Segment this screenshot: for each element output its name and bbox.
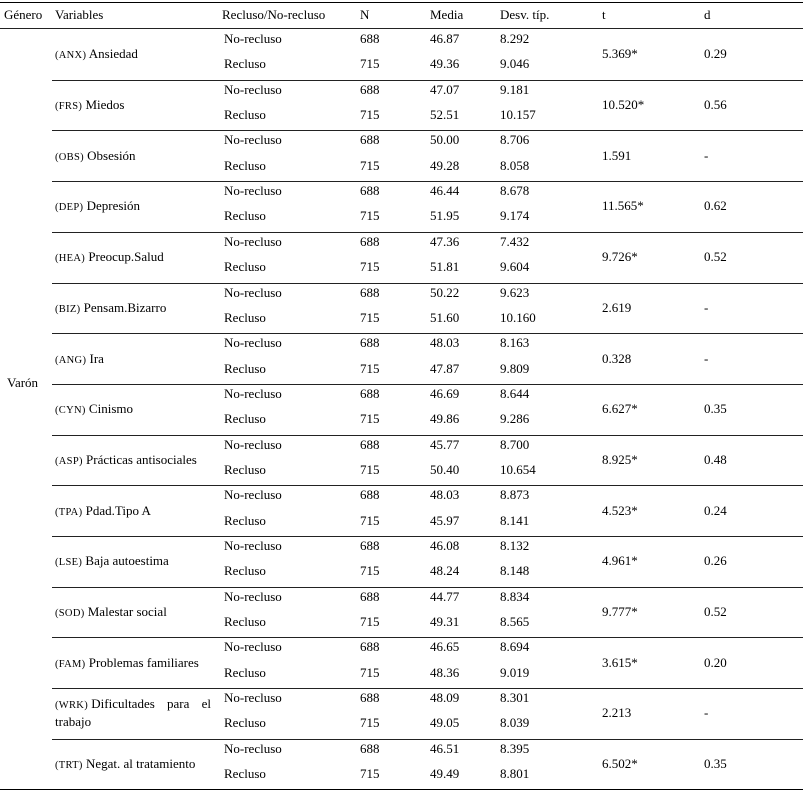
media-value: 49.49: [430, 766, 460, 782]
header-variables: Variables: [55, 7, 104, 22]
n-value: 688: [360, 31, 380, 46]
header-genero: Género: [4, 7, 43, 22]
media-value: 47.07: [430, 81, 460, 97]
group-label: No-recluso: [224, 183, 282, 199]
group-label: No-recluso: [224, 284, 282, 300]
media-value: 50.00: [430, 132, 460, 148]
variable-label: [55, 604, 167, 622]
variable-abbr: (TPA): [55, 506, 83, 518]
n-value: 715: [360, 614, 380, 629]
row-separator: [52, 739, 803, 740]
variable-label: [55, 46, 138, 64]
row-separator: [52, 536, 803, 537]
variable-label: [55, 300, 166, 318]
group-label: Recluso: [224, 360, 266, 376]
variable-abbr: (FAM): [55, 658, 86, 670]
desv-value: 7.432: [500, 233, 530, 249]
row-separator: [52, 130, 803, 131]
variable-label: [55, 249, 164, 267]
t-value: 0.328: [602, 350, 632, 366]
variable-label: [55, 756, 195, 774]
desv-value: 9.623: [500, 284, 530, 300]
desv-value: 8.148: [500, 563, 530, 579]
variable-name: Negat. al tratamiento: [85, 756, 196, 772]
group-label: Recluso: [224, 461, 266, 477]
desv-value: 8.565: [500, 614, 530, 629]
media-value: 51.60: [430, 309, 460, 325]
variable-abbr: (DEP): [55, 202, 84, 214]
media-value: 50.40: [430, 461, 460, 477]
media-value: 46.69: [430, 385, 460, 401]
n-value: 715: [360, 309, 380, 325]
group-label: No-recluso: [224, 31, 282, 46]
d-value: 0.62: [704, 198, 727, 214]
variable-name: Obsesión: [87, 147, 136, 163]
t-value: 4.961*: [602, 553, 638, 569]
desv-value: 8.834: [500, 588, 530, 604]
d-value: 0.35: [704, 756, 727, 772]
row-separator: [52, 435, 803, 436]
variable-label: [55, 452, 197, 470]
header-t: t: [602, 7, 606, 22]
variable-abbr: (BIZ): [55, 303, 81, 315]
n-value: 715: [360, 512, 380, 528]
n-value: 688: [360, 740, 380, 756]
desv-value: 8.141: [500, 512, 530, 528]
desv-value: 9.181: [500, 81, 530, 97]
t-value: 8.925*: [602, 451, 638, 467]
n-value: 688: [360, 538, 380, 553]
variable-label: [55, 503, 151, 521]
variable-name: Dificultades para el: [91, 696, 212, 712]
media-value: 48.03: [430, 487, 460, 503]
variable-label: [55, 198, 140, 216]
group-label: No-recluso: [224, 639, 282, 655]
variable-abbr: (LSE): [55, 557, 83, 569]
d-value: -: [704, 299, 709, 315]
desv-value: 9.809: [500, 360, 530, 376]
header-rule: [0, 28, 803, 29]
desv-value: 10.160: [500, 309, 536, 325]
desv-value: 9.019: [500, 664, 530, 680]
t-value: 9.777*: [602, 604, 638, 620]
n-value: 688: [360, 436, 380, 452]
group-label: Recluso: [224, 664, 266, 680]
variable-abbr: (HEA): [55, 253, 86, 265]
desv-value: 8.292: [500, 31, 530, 46]
row-separator: [52, 232, 803, 233]
variable-abbr: (FRS): [55, 101, 83, 113]
media-value: 49.86: [430, 411, 460, 427]
variable-abbr: (CYN): [55, 405, 86, 417]
media-value: 48.24: [430, 563, 460, 579]
media-value: 52.51: [430, 107, 460, 122]
group-label: No-recluso: [224, 233, 282, 249]
variable-name: Pensam.Bizarro: [83, 299, 167, 315]
d-value: 0.48: [704, 451, 727, 467]
d-value: 0.35: [704, 401, 727, 417]
variable-abbr: (WRK): [55, 700, 88, 712]
media-value: 48.36: [430, 664, 460, 680]
variable-abbr: (ANX): [55, 50, 87, 62]
t-value: 3.615*: [602, 654, 638, 670]
n-value: 715: [360, 715, 380, 731]
variable-name-line2: trabajo: [55, 714, 92, 730]
d-value: 0.24: [704, 502, 727, 518]
gender-label: Varón: [7, 375, 39, 390]
header-d: d: [704, 7, 711, 22]
desv-value: 10.157: [500, 107, 536, 122]
group-label: Recluso: [224, 208, 266, 224]
t-value: 1.591: [602, 147, 632, 163]
n-value: 688: [360, 335, 380, 351]
n-value: 715: [360, 563, 380, 579]
top-rule: [0, 2, 803, 3]
desv-value: 9.604: [500, 259, 530, 275]
row-separator: [52, 333, 803, 334]
desv-value: 8.058: [500, 157, 530, 173]
desv-value: 8.132: [500, 538, 530, 553]
row-separator: [52, 80, 803, 81]
group-label: Recluso: [224, 411, 266, 427]
variable-label: [55, 401, 133, 419]
desv-value: 8.694: [500, 639, 530, 655]
group-label: No-recluso: [224, 740, 282, 756]
media-value: 50.22: [430, 284, 460, 300]
row-separator: [52, 283, 803, 284]
media-value: 46.51: [430, 740, 460, 756]
group-label: No-recluso: [224, 538, 282, 553]
variable-name: Pdad.Tipo A: [85, 502, 151, 518]
t-value: 6.502*: [602, 756, 638, 772]
media-value: 51.81: [430, 259, 460, 275]
t-value: 9.726*: [602, 249, 638, 265]
desv-value: 8.873: [500, 487, 530, 503]
variable-name: Depresión: [86, 198, 141, 214]
d-value: -: [704, 350, 709, 366]
d-value: 0.52: [704, 249, 727, 265]
variable-label: [55, 97, 124, 115]
row-separator: [52, 637, 803, 638]
variable-abbr: (TRT): [55, 760, 83, 772]
variable-abbr: (ANG): [55, 354, 87, 366]
variable-label: [55, 553, 169, 571]
variable-label: [55, 351, 104, 369]
group-label: Recluso: [224, 766, 266, 782]
desv-value: 8.395: [500, 740, 530, 756]
n-value: 688: [360, 284, 380, 300]
t-value: 2.213: [602, 705, 632, 721]
d-value: -: [704, 705, 709, 721]
n-value: 688: [360, 132, 380, 148]
t-value: 11.565*: [602, 198, 644, 214]
t-value: 4.523*: [602, 502, 638, 518]
group-label: Recluso: [224, 259, 266, 275]
group-label: No-recluso: [224, 487, 282, 503]
n-value: 688: [360, 183, 380, 199]
group-label: Recluso: [224, 614, 266, 629]
d-value: 0.29: [704, 46, 727, 62]
n-value: 715: [360, 208, 380, 224]
desv-value: 8.163: [500, 335, 530, 351]
media-value: 48.09: [430, 690, 460, 706]
media-value: 46.44: [430, 183, 460, 199]
group-label: Recluso: [224, 715, 266, 731]
row-separator: [52, 688, 803, 689]
group-label: Recluso: [224, 157, 266, 173]
d-value: 0.52: [704, 604, 727, 620]
media-value: 46.08: [430, 538, 460, 553]
group-label: No-recluso: [224, 436, 282, 452]
desv-value: 10.654: [500, 461, 536, 477]
d-value: 0.26: [704, 553, 727, 569]
desv-value: 8.039: [500, 715, 530, 731]
d-value: 0.20: [704, 654, 727, 670]
header-grupo: Recluso/No-recluso: [222, 7, 326, 22]
desv-value: 8.706: [500, 132, 530, 148]
group-label: Recluso: [224, 563, 266, 579]
variable-abbr: (ASP): [55, 455, 83, 467]
group-label: No-recluso: [224, 132, 282, 148]
variable-name: Problemas familiares: [88, 654, 199, 670]
desv-value: 8.301: [500, 690, 530, 706]
header-n: N: [360, 7, 370, 22]
media-value: 46.65: [430, 639, 460, 655]
variable-name: Miedos: [85, 97, 125, 113]
bottom-rule: [0, 789, 803, 790]
variable-name: Cinismo: [88, 401, 133, 417]
row-separator: [52, 181, 803, 182]
variable-label: [55, 148, 136, 166]
t-value: 6.627*: [602, 401, 638, 417]
media-value: 49.28: [430, 157, 460, 173]
media-value: 47.87: [430, 360, 460, 376]
n-value: 715: [360, 107, 380, 122]
variable-name: Baja autoestima: [85, 553, 169, 569]
variable-name: Malestar social: [87, 604, 167, 620]
group-label: Recluso: [224, 107, 266, 122]
media-value: 45.97: [430, 512, 460, 528]
n-value: 715: [360, 461, 380, 477]
group-label: Recluso: [224, 512, 266, 528]
n-value: 715: [360, 766, 380, 782]
t-value: 10.520*: [602, 97, 645, 113]
header-media: Media: [430, 7, 464, 22]
desv-value: 8.678: [500, 183, 530, 199]
media-value: 49.05: [430, 715, 460, 731]
n-value: 688: [360, 588, 380, 604]
n-value: 715: [360, 360, 380, 376]
variable-name: Ira: [89, 350, 104, 366]
variable-abbr: (OBS): [55, 151, 84, 163]
desv-value: 9.174: [500, 208, 530, 224]
n-value: 688: [360, 385, 380, 401]
media-value: 49.31: [430, 614, 460, 629]
n-value: 715: [360, 664, 380, 680]
n-value: 688: [360, 639, 380, 655]
variable-abbr: (SOD): [55, 608, 85, 620]
variable-name: Preocup.Salud: [88, 249, 164, 265]
variable-label: [55, 696, 211, 730]
group-label: No-recluso: [224, 335, 282, 351]
t-value: 2.619: [602, 299, 632, 315]
group-label: No-recluso: [224, 81, 282, 97]
group-label: Recluso: [224, 56, 266, 72]
t-value: 5.369*: [602, 46, 638, 62]
n-value: 715: [360, 157, 380, 173]
d-value: 0.56: [704, 97, 727, 113]
media-value: 48.03: [430, 335, 460, 351]
n-value: 688: [360, 233, 380, 249]
header-desv: Desv. típ.: [500, 7, 550, 22]
media-value: 51.95: [430, 208, 460, 224]
group-label: No-recluso: [224, 385, 282, 401]
media-value: 47.36: [430, 233, 460, 249]
media-value: 44.77: [430, 588, 460, 604]
row-separator: [52, 485, 803, 486]
d-value: -: [704, 147, 709, 163]
group-label: No-recluso: [224, 690, 282, 706]
n-value: 715: [360, 259, 380, 275]
n-value: 688: [360, 81, 380, 97]
group-label: Recluso: [224, 309, 266, 325]
variable-name: Ansiedad: [88, 46, 138, 62]
media-value: 46.87: [430, 31, 460, 46]
desv-value: 8.644: [500, 385, 530, 401]
media-value: 45.77: [430, 436, 460, 452]
n-value: 715: [360, 56, 380, 72]
n-value: 688: [360, 487, 380, 503]
desv-value: 9.286: [500, 411, 530, 427]
row-separator: [52, 587, 803, 588]
variable-label: [55, 655, 199, 673]
n-value: 688: [360, 690, 380, 706]
variable-name: Prácticas antisociales: [86, 451, 197, 467]
desv-value: 9.046: [500, 56, 530, 72]
media-value: 49.36: [430, 56, 460, 72]
row-separator: [52, 384, 803, 385]
desv-value: 8.700: [500, 436, 530, 452]
group-label: No-recluso: [224, 588, 282, 604]
desv-value: 8.801: [500, 766, 530, 782]
n-value: 715: [360, 411, 380, 427]
